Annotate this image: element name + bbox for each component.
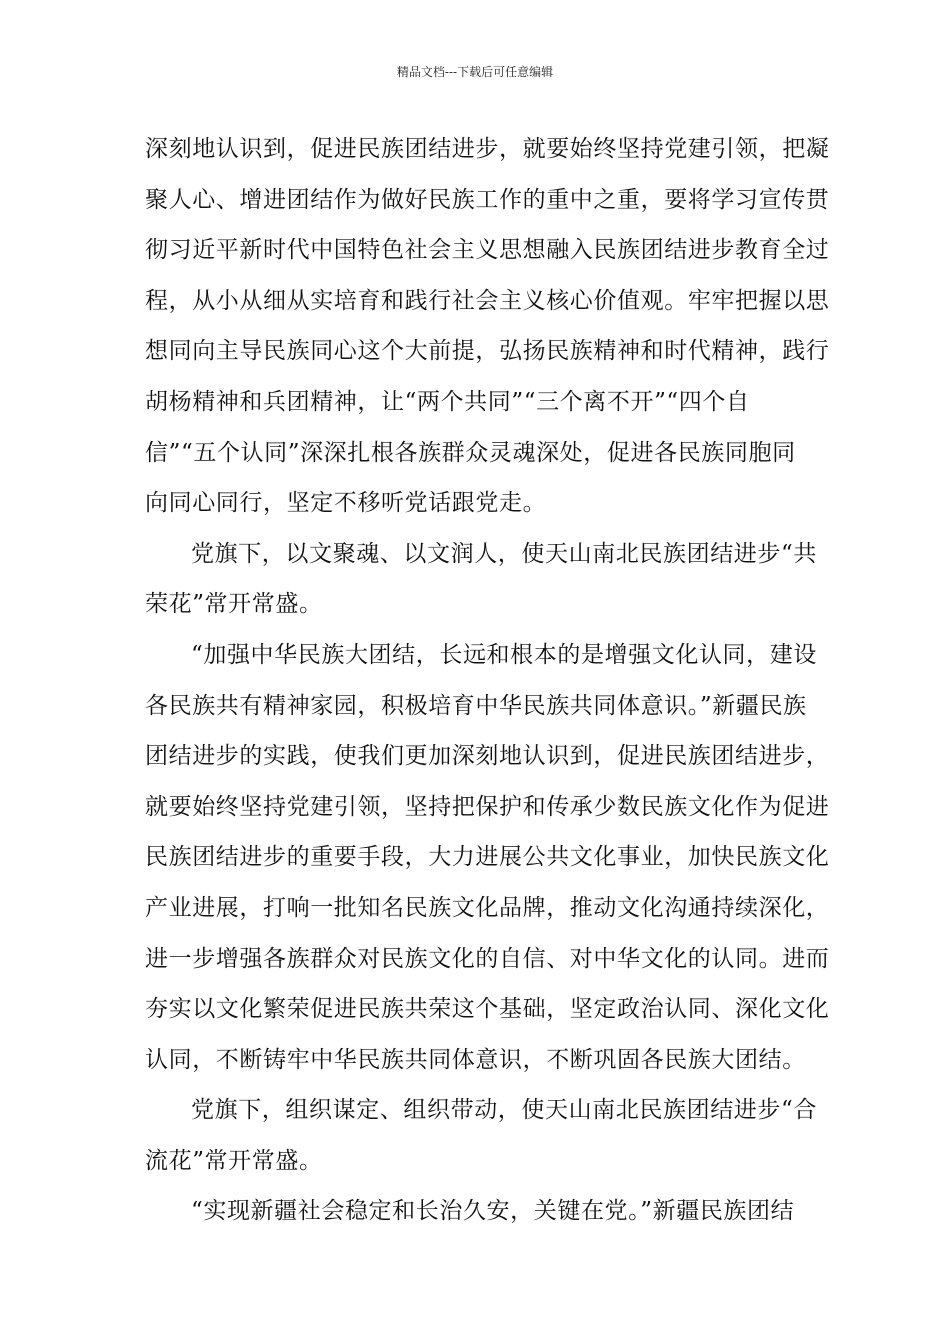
text-line: 各民族共有精神家园，积极培育中华民族共同体意识。”新疆民族 [145,692,807,719]
text-line: 荣花”常开常盛。 [145,591,323,618]
text-line: 彻习近平新时代中国特色社会主义思想融入民族团结进步教育全过 [145,237,830,264]
text-line: 想同向主导民族同心这个大前提，弘扬民族精神和时代精神，践行 [145,338,830,365]
document-body [145,124,830,1237]
page-header: 精品文档---下载后可任意编辑 [396,65,554,79]
text-line: 就要始终坚持党建引领，坚持把保护和传承少数民族文化作为促进 [145,793,830,820]
text-line: 党旗下，以文聚魂、以文润人，使天山南北民族团结进步“共 [191,540,817,567]
text-line: 向同心同行，坚定不移听党话跟党走。 [145,490,547,517]
text-line: 认同，不断铸牢中华民族共同体意识，不断巩固各民族大团结。 [145,1046,806,1073]
text-line: 进一步增强各族群众对民族文化的自信、对中华文化的认同。进而 [145,945,830,972]
text-line: “实现新疆社会稳定和长治久安，关键在党。”新疆民族团结 [191,1198,795,1225]
text-line: “加强中华民族大团结，长远和根本的是增强文化认同，建设 [191,641,817,668]
text-line: 程，从小从细从实培育和践行社会主义核心价值观。牢牢把握以思 [145,287,830,314]
text-line: 信”“五个认同”深深扎根各族群众灵魂深处，促进各民族同胞同 [145,439,796,466]
text-line: 胡杨精神和兵团精神，让“两个共同”“三个离不开”“四个自 [145,388,750,415]
text-line: 民族团结进步的重要手段，大力进展公共文化事业，加快民族文化 [145,844,830,871]
text-line: 产业进展，打响一批知名民族文化品牌，推动文化沟通持续深化， [145,894,830,921]
text-line: 团结进步的实践，使我们更加深刻地认识到，促进民族团结进步， [145,743,830,770]
text-line: 聚人心、增进团结作为做好民族工作的重中之重，要将学习宣传贯 [145,186,830,213]
text-line: 党旗下，组织谋定、组织带动，使天山南北民族团结进步“合 [191,1097,817,1124]
text-line: 夯实以文化繁荣促进民族共荣这个基础，坚定政治认同、深化文化 [145,996,830,1023]
text-line: 流花”常开常盛。 [145,1147,323,1174]
text-line: 深刻地认识到，促进民族团结进步，就要始终坚持党建引领，把凝 [145,136,830,162]
